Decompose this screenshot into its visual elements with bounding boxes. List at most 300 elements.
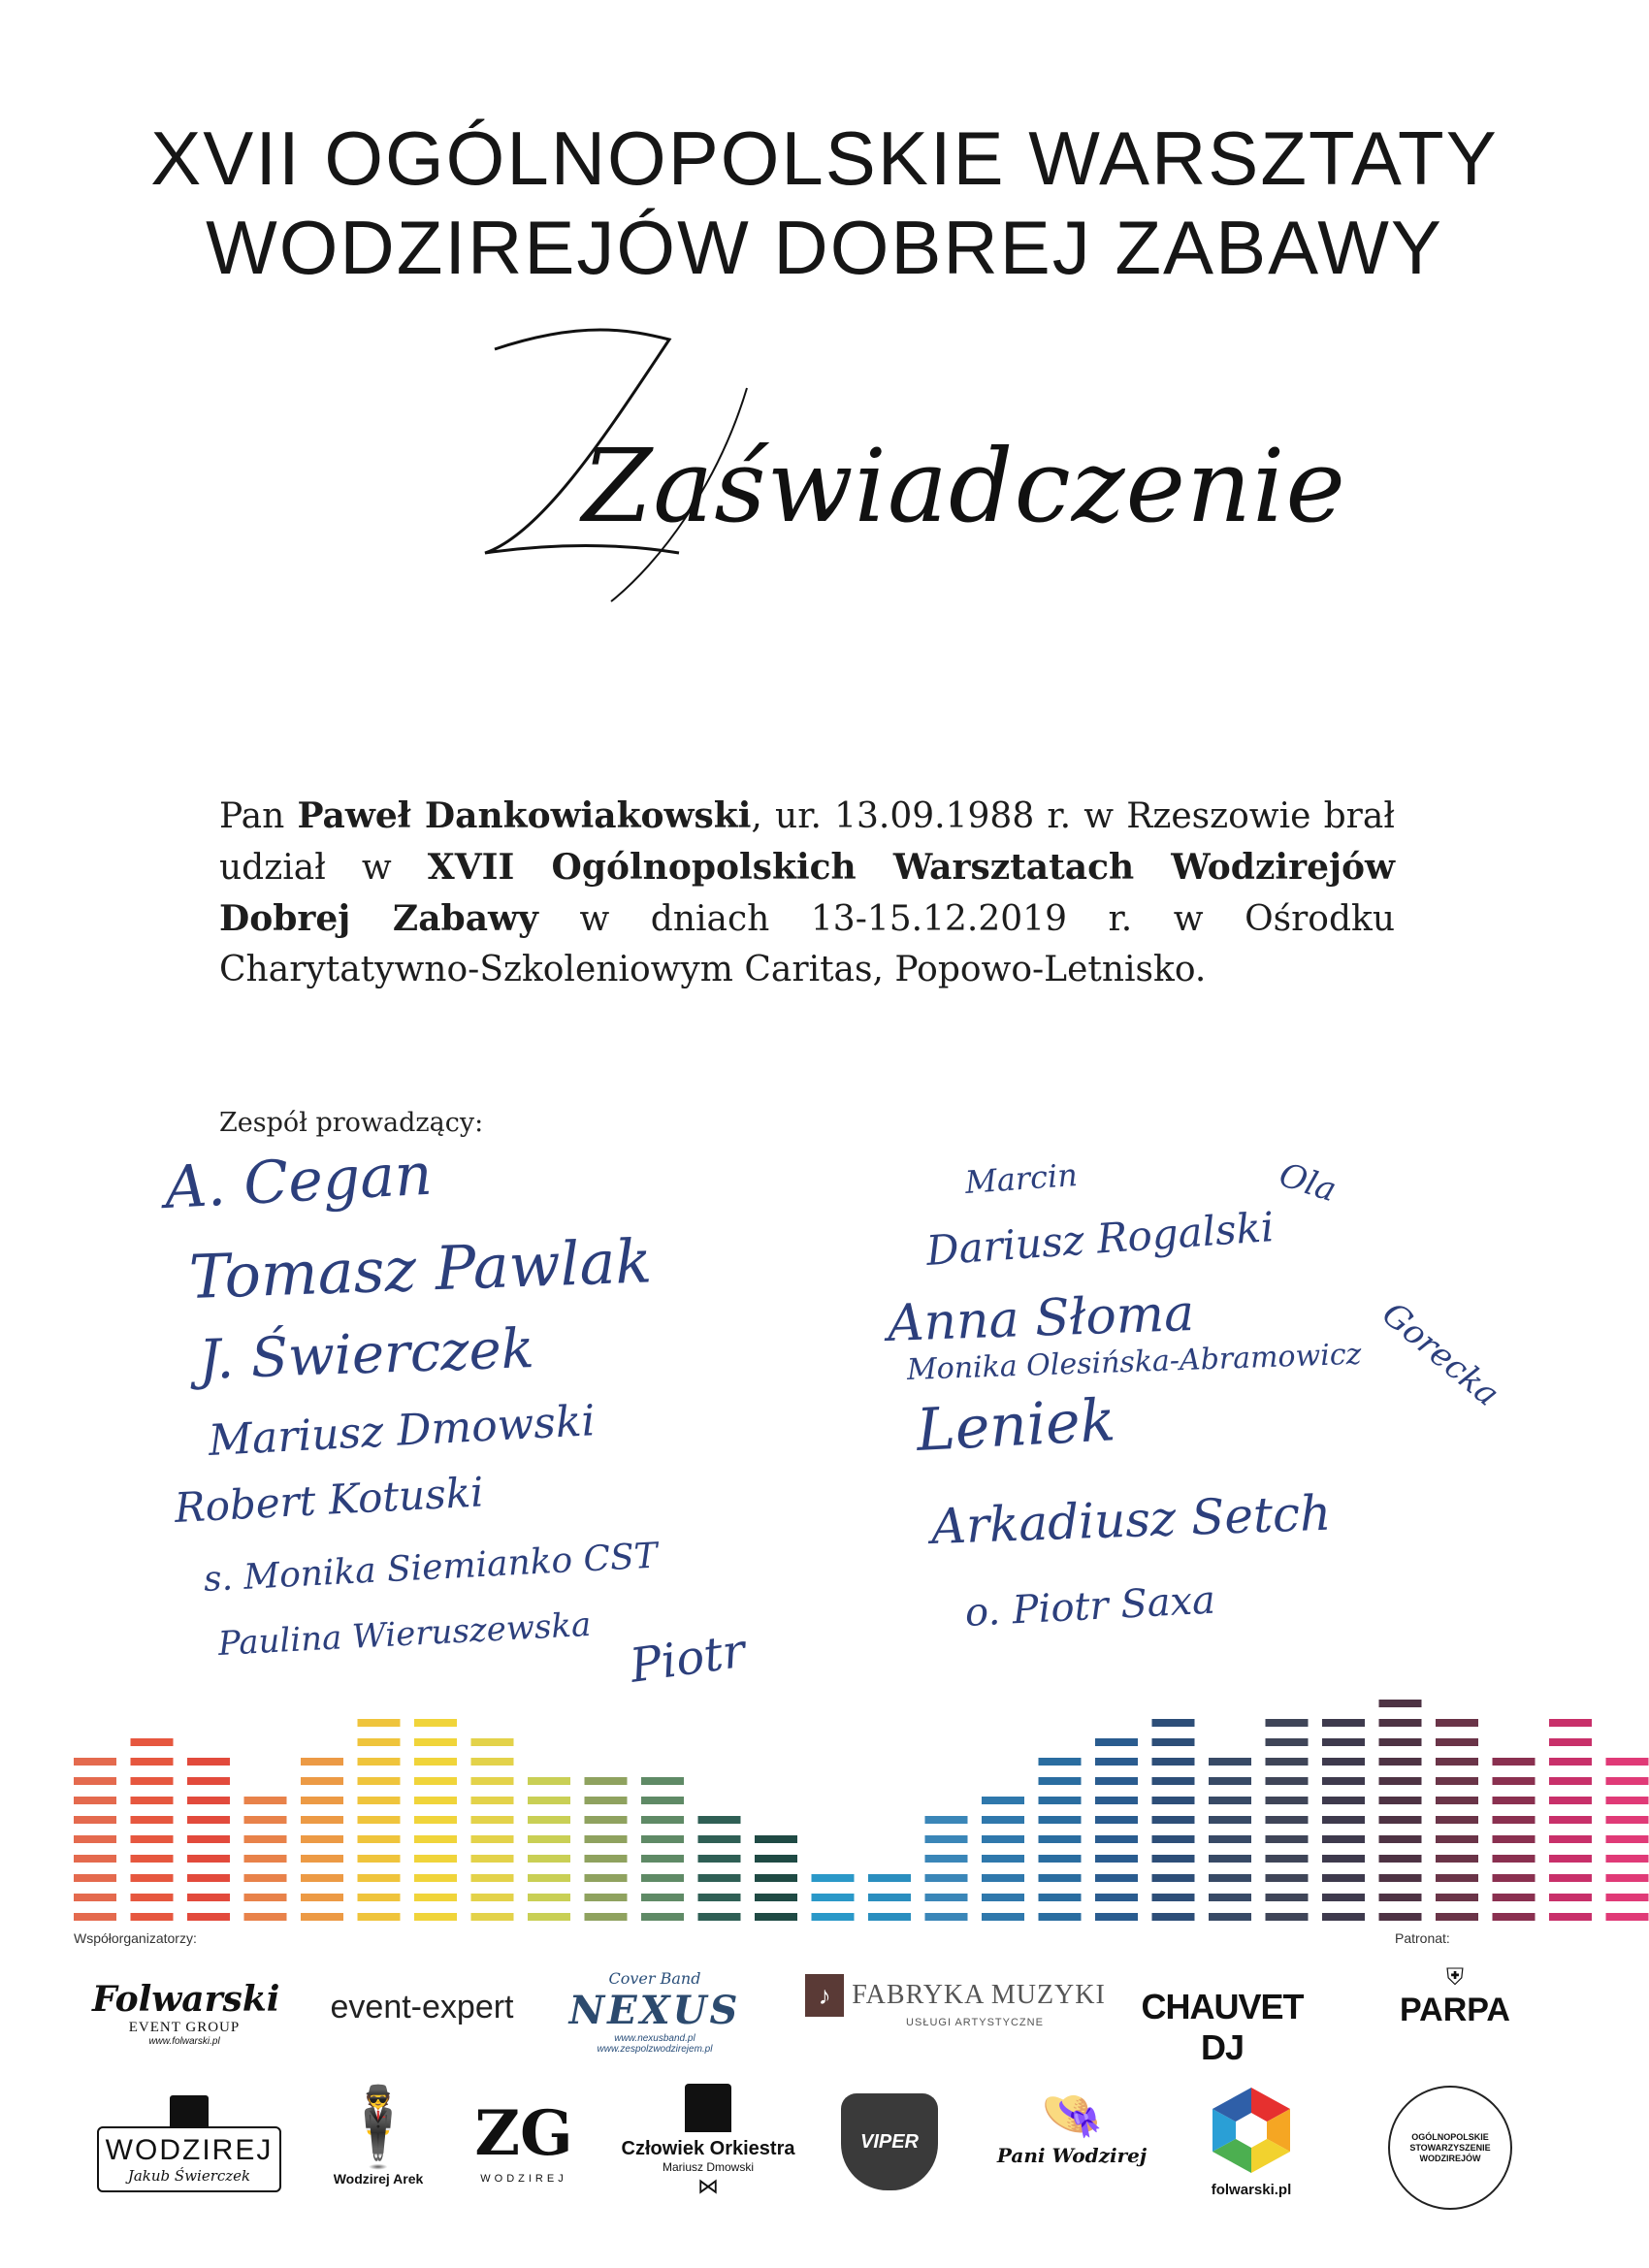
equalizer-segment: [641, 1913, 684, 1921]
equalizer-segment: [1606, 1855, 1649, 1863]
logo-url: www.folwarski.pl: [148, 2036, 220, 2047]
equalizer-segment: [358, 1894, 401, 1901]
equalizer-segment: [1549, 1913, 1592, 1921]
equalizer-segment: [1266, 1855, 1309, 1863]
certificate-script-title: [466, 310, 1346, 631]
logo-url: www.nexusband.pl: [614, 2033, 695, 2044]
equalizer-segment: [1209, 1758, 1251, 1766]
equalizer-segment: [358, 1855, 401, 1863]
equalizer-segment: [471, 1894, 514, 1901]
equalizer-segment: [471, 1855, 514, 1863]
equalizer-segment: [1379, 1874, 1422, 1882]
equalizer-segment: [1436, 1894, 1478, 1901]
equalizer-segment: [244, 1816, 287, 1824]
equalizer-segment: [1209, 1855, 1251, 1863]
logo-text: Folwarski: [92, 1979, 280, 2020]
equalizer-segment: [755, 1835, 797, 1843]
logo-parpa: [1387, 1964, 1523, 2029]
equalizer-segment: [187, 1816, 230, 1824]
equalizer-segment: [1266, 1874, 1309, 1882]
equalizer-segment: [1095, 1816, 1138, 1824]
signature: Tomasz Pawlak: [187, 1225, 654, 1312]
dancer-icon: 🕴: [330, 2084, 427, 2170]
equalizer-segment: [358, 1835, 401, 1843]
equalizer-segment: [244, 1874, 287, 1882]
equalizer-segment: [414, 1855, 457, 1863]
equalizer-segment: [1039, 1874, 1082, 1882]
equalizer-segment: [1436, 1835, 1478, 1843]
equalizer-segment: [698, 1913, 741, 1921]
logo-chauvet-dj: [1140, 1987, 1305, 2068]
equalizer-segment: [585, 1835, 628, 1843]
equalizer-segment: [414, 1816, 457, 1824]
equalizer-segment: [471, 1777, 514, 1785]
equalizer-segment: [131, 1797, 174, 1804]
logo-viper: [836, 2093, 943, 2200]
equalizer-segment: [74, 1797, 116, 1804]
equalizer-segment: [1322, 1719, 1365, 1727]
equalizer-segment: [1549, 1894, 1592, 1901]
equalizer-segment: [585, 1797, 628, 1804]
equalizer-segment: [1039, 1758, 1082, 1766]
equalizer-segment: [1549, 1816, 1592, 1824]
equalizer-segment: [925, 1894, 968, 1901]
equalizer-segment: [1436, 1913, 1478, 1921]
equalizer-segment: [585, 1913, 628, 1921]
equalizer-segment: [641, 1894, 684, 1901]
equalizer-segment: [1039, 1855, 1082, 1863]
equalizer-segment: [414, 1874, 457, 1882]
equalizer-segment: [244, 1913, 287, 1921]
logo-folwarski-event-group: [92, 1979, 280, 2047]
signature: Robert Kotuski: [173, 1468, 485, 1532]
equalizer-segment: [528, 1913, 570, 1921]
equalizer-segment: [187, 1835, 230, 1843]
equalizer-segment: [982, 1835, 1024, 1843]
equalizer-segment: [1095, 1913, 1138, 1921]
equalizer-segment: [1379, 1719, 1422, 1727]
emblem-icon: ⛨: [1446, 1964, 1464, 1991]
equalizer-segment: [1493, 1835, 1536, 1843]
equalizer-segment: [1493, 1894, 1536, 1901]
equalizer-segment: [1322, 1738, 1365, 1746]
equalizer-segment: [1322, 1913, 1365, 1921]
equalizer-segment: [1436, 1855, 1478, 1863]
equalizer-segment: [301, 1874, 343, 1882]
signature: A. Cegan: [163, 1140, 435, 1222]
equalizer-segment: [1379, 1738, 1422, 1746]
logo-text: Człowiek Orkiestra: [621, 2138, 795, 2159]
equalizer-segment: [1095, 1738, 1138, 1746]
logo-subtext: Cover Band: [608, 1969, 701, 1988]
signature: o. Piotr Saxa: [963, 1577, 1217, 1636]
equalizer-segment: [301, 1855, 343, 1863]
equalizer-segment: [1436, 1719, 1478, 1727]
equalizer-segment: [1436, 1777, 1478, 1785]
logo-text: ZG: [474, 2097, 573, 2170]
logo-text: CHAUVET DJ: [1141, 1987, 1304, 2067]
equalizer-segment: [1266, 1797, 1309, 1804]
logo-text: OGÓLNOPOLSKIE STOWARZYSZENIE WODZIREJÓW: [1409, 2131, 1491, 2163]
logo-wodzirej-arek: [325, 2084, 432, 2187]
logo-fabryka-muzyki: [800, 1974, 1111, 2028]
equalizer-segment: [1266, 1777, 1309, 1785]
equalizer-segment: [1095, 1894, 1138, 1901]
equalizer-segment: [131, 1913, 174, 1921]
equalizer-segment: [528, 1894, 570, 1901]
equalizer-segment: [358, 1797, 401, 1804]
shield-icon: [841, 2093, 938, 2190]
equalizer-segment: [414, 1894, 457, 1901]
signature: Dariusz Rogalski: [924, 1203, 1276, 1275]
logo-text: Wodzirej Arek: [333, 2171, 424, 2187]
logo-ogolnopolskie-stowarzyszenie-wodzirejow: [1387, 2086, 1513, 2212]
equalizer-segment: [414, 1777, 457, 1785]
equalizer-segment: [1152, 1835, 1195, 1843]
equalizer-segment: [982, 1913, 1024, 1921]
equalizer-segment: [74, 1777, 116, 1785]
equalizer-segment: [358, 1777, 401, 1785]
equalizer-segment: [1152, 1816, 1195, 1824]
equalizer-segment: [1379, 1855, 1422, 1863]
equalizer-segment: [1493, 1758, 1536, 1766]
equalizer-segment: [1549, 1835, 1592, 1843]
equalizer-segment: [1379, 1797, 1422, 1804]
body-pan: Pan: [219, 796, 285, 836]
participant-name: Paweł Dankowiakowski: [297, 795, 752, 836]
logo-folwarski-pl: [1188, 2084, 1314, 2198]
logo-event-expert: [310, 1989, 534, 2026]
equalizer-segment: [528, 1797, 570, 1804]
equalizer-segment: [131, 1758, 174, 1766]
equalizer-segment: [1322, 1797, 1365, 1804]
equalizer-segment: [698, 1874, 741, 1882]
logo-zg-wodzirej: [466, 2095, 582, 2185]
equalizer-segment: [74, 1874, 116, 1882]
logo-url: www.zespolzwodzirejem.pl: [597, 2044, 713, 2055]
logo-nexus: [558, 1969, 752, 2055]
equalizer-segment: [528, 1777, 570, 1785]
equalizer-segment: [1322, 1894, 1365, 1901]
equalizer-segment: [1379, 1835, 1422, 1843]
body-part1: , ur. 13.09.1988 r. w Rzeszowie brał udział w: [219, 796, 1395, 888]
equalizer-segment: [1209, 1874, 1251, 1882]
equalizer-segment: [1379, 1777, 1422, 1785]
equalizer-segment: [1379, 1816, 1422, 1824]
equalizer-segment: [414, 1758, 457, 1766]
signature: Marcin: [963, 1155, 1079, 1201]
equalizer-segment: [1379, 1894, 1422, 1901]
logo-subtext: USŁUGI ARTYSTYCZNE: [906, 2017, 1044, 2028]
equalizer-segment: [755, 1913, 797, 1921]
equalizer-segment: [187, 1758, 230, 1766]
equalizer-segment: [471, 1874, 514, 1882]
equalizer-segment: [698, 1855, 741, 1863]
equalizer-segment: [1606, 1816, 1649, 1824]
equalizer-segment: [1039, 1816, 1082, 1824]
equalizer-segment: [1152, 1719, 1195, 1727]
equalizer-segment: [1039, 1777, 1082, 1785]
equalizer-segment: [471, 1835, 514, 1843]
equalizer-segment: [131, 1894, 174, 1901]
equalizer-segment: [1266, 1835, 1309, 1843]
equalizer-segment: [1606, 1797, 1649, 1804]
equalizer-segment: [1379, 1700, 1422, 1707]
equalizer-segment: [1266, 1758, 1309, 1766]
equalizer-segment: [1152, 1894, 1195, 1901]
equalizer-segment: [1549, 1719, 1592, 1727]
equalizer-segment: [131, 1816, 174, 1824]
logo-subtext: Jakub Świerczek: [127, 2167, 251, 2185]
body-part2: w dniach 13-15.12.2019 r. w Ośrodku Charytatywno-Szkoleniowym Caritas, Popowo-Letnisko.: [219, 899, 1396, 989]
equalizer-segment: [1606, 1894, 1649, 1901]
equalizer-segment: [1436, 1738, 1478, 1746]
equalizer-segment: [641, 1797, 684, 1804]
equalizer-segment: [1436, 1758, 1478, 1766]
equalizer-segment: [641, 1816, 684, 1824]
logo-text: event-expert: [330, 1989, 514, 2025]
equalizer-segment: [1209, 1894, 1251, 1901]
equalizer-segment: [982, 1874, 1024, 1882]
equalizer-segment: [471, 1797, 514, 1804]
equalizer-segment: [1152, 1855, 1195, 1863]
equalizer-segment: [1152, 1777, 1195, 1785]
equalizer-segment: [1152, 1758, 1195, 1766]
equalizer-segment: [1436, 1816, 1478, 1824]
equalizer-segment: [1549, 1777, 1592, 1785]
equalizer-segment: [244, 1797, 287, 1804]
equalizer-segment: [187, 1874, 230, 1882]
script-title-text: Zaświadczenie: [582, 427, 1346, 545]
equalizer-segment: [301, 1835, 343, 1843]
equalizer-segment: [358, 1738, 401, 1746]
logo-subtext: WODZIREJ: [480, 2173, 567, 2185]
equalizer-segment: [1493, 1797, 1536, 1804]
patron-label: Patronat:: [1395, 1930, 1450, 1946]
equalizer-segment: [1322, 1835, 1365, 1843]
equalizer-segment: [528, 1855, 570, 1863]
equalizer-segment: [1039, 1894, 1082, 1901]
equalizer-segment: [1095, 1874, 1138, 1882]
equalizer-segment: [1322, 1758, 1365, 1766]
bow-tie-icon: ⋈: [697, 2174, 719, 2198]
signature: Gorecka: [1374, 1294, 1507, 1414]
equalizer-segment: [414, 1738, 457, 1746]
equalizer-segment: [131, 1835, 174, 1843]
equalizer-segment: [585, 1855, 628, 1863]
signature: Mariusz Dmowski: [207, 1396, 597, 1466]
equalizer-segment: [74, 1855, 116, 1863]
equalizer-segment: [812, 1874, 855, 1882]
title-line-2: WODZIREJÓW DOBREJ ZABAWY: [206, 205, 1443, 290]
equalizer-segment: [1549, 1738, 1592, 1746]
signature: Paulina Wieruszewska: [216, 1604, 593, 1664]
logo-text: folwarski.pl: [1211, 2182, 1292, 2198]
logo-text: PARPA: [1400, 1992, 1510, 2028]
equalizer-segment: [641, 1777, 684, 1785]
equalizer-segment: [187, 1855, 230, 1863]
lady-hat-icon: 👒: [1040, 2087, 1104, 2143]
equalizer-segment: [301, 1913, 343, 1921]
signature: Anna Słoma: [886, 1283, 1196, 1353]
equalizer-segment: [982, 1816, 1024, 1824]
equalizer-segment: [471, 1758, 514, 1766]
equalizer-segment: [755, 1894, 797, 1901]
equalizer-segment: [187, 1913, 230, 1921]
equalizer-segment: [1266, 1719, 1309, 1727]
equalizer-segment: [1606, 1874, 1649, 1882]
title-line-1: XVII OGÓLNOPOLSKIE WARSZTATY: [150, 115, 1499, 201]
equalizer-segment: [1379, 1913, 1422, 1921]
equalizer-segment: [74, 1758, 116, 1766]
equalizer-segment: [74, 1913, 116, 1921]
equalizer-segment: [585, 1777, 628, 1785]
equalizer-segment: [1606, 1835, 1649, 1843]
signature: Piotr: [627, 1623, 749, 1694]
logo-pani-wodzirej: [989, 2086, 1154, 2167]
logo-wodzirej-jakub: [97, 2095, 281, 2202]
equalizer-segment: [1322, 1777, 1365, 1785]
signature: Arkadiusz Setch: [929, 1484, 1333, 1555]
equalizer-segment: [187, 1777, 230, 1785]
equalizer-segment: [131, 1855, 174, 1863]
equalizer-segment: [1606, 1758, 1649, 1766]
equalizer-segment: [641, 1855, 684, 1863]
equalizer-segment: [755, 1874, 797, 1882]
equalizer-segment: [1266, 1738, 1309, 1746]
hexagon-icon: [1205, 2084, 1298, 2177]
equalizer-segment: [358, 1758, 401, 1766]
logo-subtext: EVENT GROUP: [128, 2020, 241, 2035]
equalizer-segment: [868, 1894, 911, 1901]
equalizer-segment: [1152, 1738, 1195, 1746]
equalizer-segment: [358, 1874, 401, 1882]
logo-czlowiek-orkiestra: [606, 2084, 810, 2199]
equalizer-segment: [1209, 1777, 1251, 1785]
logo-text: WODZIREJ: [105, 2134, 274, 2166]
equalizer-segment: [585, 1816, 628, 1824]
equalizer-segment: [1436, 1874, 1478, 1882]
equalizer-segment: [301, 1797, 343, 1804]
equalizer-segment: [1152, 1797, 1195, 1804]
equalizer-segment: [868, 1874, 911, 1882]
equalizer-segment: [982, 1855, 1024, 1863]
equalizer-segment: [301, 1894, 343, 1901]
equalizer-segment: [1436, 1797, 1478, 1804]
equalizer-segment: [1493, 1816, 1536, 1824]
equalizer-segment: [1322, 1874, 1365, 1882]
equalizer-segment: [1039, 1797, 1082, 1804]
equalizer-segment: [1209, 1913, 1251, 1921]
equalizer-segment: [244, 1835, 287, 1843]
equalizer-segment: [74, 1894, 116, 1901]
equalizer-segment: [1095, 1835, 1138, 1843]
equalizer-segment: [1606, 1777, 1649, 1785]
equalizer-segment: [1039, 1835, 1082, 1843]
signature: Ola: [1274, 1154, 1342, 1211]
equalizer-segment: [528, 1874, 570, 1882]
equalizer-segment: [131, 1874, 174, 1882]
equalizer-segment: [1493, 1913, 1536, 1921]
equalizer-segment: [1266, 1894, 1309, 1901]
equalizer-segment: [982, 1894, 1024, 1901]
equalizer-segment: [1152, 1913, 1195, 1921]
equalizer-segment: [1209, 1816, 1251, 1824]
equalizer-segment: [1549, 1758, 1592, 1766]
equalizer-segment: [471, 1738, 514, 1746]
logo-subtext: Mariusz Dmowski: [662, 2160, 754, 2174]
equalizer-segment: [301, 1758, 343, 1766]
equalizer-segment: [301, 1777, 343, 1785]
equalizer-segment: [698, 1894, 741, 1901]
equalizer-segment: [1549, 1874, 1592, 1882]
equalizer-segment: [925, 1855, 968, 1863]
equalizer-segment: [358, 1816, 401, 1824]
equalizer-segment: [1266, 1816, 1309, 1824]
equalizer-segment: [1095, 1855, 1138, 1863]
association-seal: [1388, 2086, 1512, 2210]
certificate-body: [219, 791, 1395, 995]
equalizer-segment: [1095, 1777, 1138, 1785]
equalizer-segment: [414, 1719, 457, 1727]
team-label: Zespół prowadzący:: [219, 1108, 484, 1138]
equalizer-segment: [358, 1913, 401, 1921]
equalizer-segment: [131, 1738, 174, 1746]
equalizer-segment: [244, 1894, 287, 1901]
equalizer-segment: [187, 1894, 230, 1901]
equalizer-segment: [301, 1816, 343, 1824]
logo-text: FABRYKA MUZYKI: [852, 1980, 1106, 2010]
equalizer-segment: [1322, 1855, 1365, 1863]
equalizer-segment: [755, 1855, 797, 1863]
logo-text: NEXUS: [568, 1988, 741, 2033]
event-name: XVII Ogólnopolskich Warsztatach Wodzirejów Dobrej Zabawy: [219, 847, 1395, 939]
coorganizers-label: Współorganizatorzy:: [74, 1930, 197, 1946]
equalizer-segment: [414, 1835, 457, 1843]
equalizer-segment: [74, 1835, 116, 1843]
top-hat-icon: [685, 2084, 731, 2132]
signature: J. Świerczek: [197, 1316, 535, 1392]
equalizer-segment: [1379, 1758, 1422, 1766]
equalizer-segment: [982, 1797, 1024, 1804]
music-icon: ♪: [805, 1974, 844, 2017]
equalizer-segment: [528, 1835, 570, 1843]
equalizer-segment: [812, 1894, 855, 1901]
equalizer-segment: [1209, 1797, 1251, 1804]
equalizer-segment: [1152, 1874, 1195, 1882]
equalizer-segment: [74, 1816, 116, 1824]
logo-text: VIPER: [859, 2130, 920, 2153]
equalizer-segment: [585, 1874, 628, 1882]
top-hat-icon: [170, 2095, 209, 2126]
equalizer-segment: [925, 1913, 968, 1921]
equalizer-segment: [925, 1835, 968, 1843]
equalizer-segment: [1493, 1874, 1536, 1882]
equalizer-segment: [1493, 1777, 1536, 1785]
equalizer-segment: [471, 1913, 514, 1921]
equalizer-segment: [698, 1816, 741, 1824]
equalizer-segment: [1095, 1797, 1138, 1804]
equalizer-segment: [358, 1719, 401, 1727]
equalizer-graphic: [0, 1571, 1649, 1930]
equalizer-segment: [1095, 1758, 1138, 1766]
equalizer-segment: [1266, 1913, 1309, 1921]
signature: Monika Olesińska-Abramowicz: [906, 1337, 1362, 1387]
equalizer-segment: [925, 1816, 968, 1824]
equalizer-segment: [131, 1777, 174, 1785]
equalizer-segment: [585, 1894, 628, 1901]
equalizer-segment: [1039, 1913, 1082, 1921]
